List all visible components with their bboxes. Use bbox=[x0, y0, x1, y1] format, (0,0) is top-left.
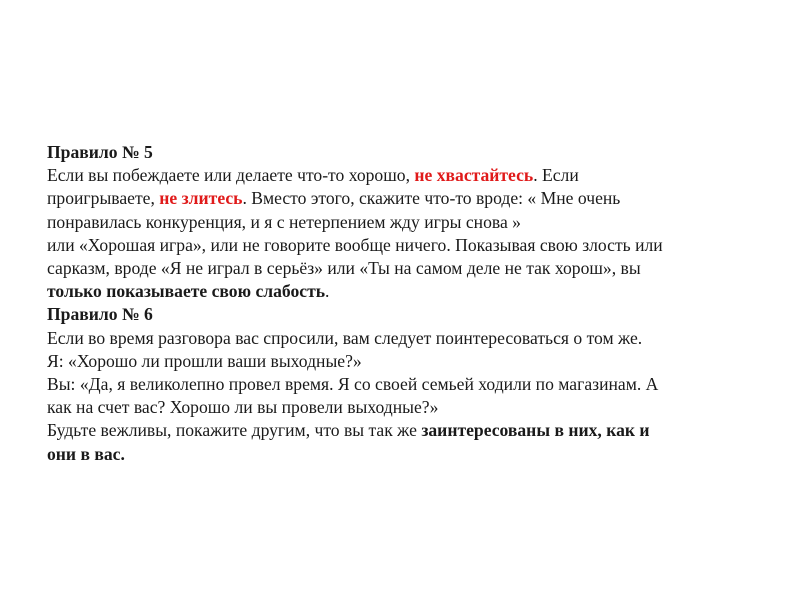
rule-5-line-2 bbox=[47, 187, 767, 210]
rule-5-line-3: понравилась конкуренция, и я с нетерпением жду игры снова » bbox=[47, 211, 521, 232]
rule-6-line-5 bbox=[47, 419, 767, 442]
rule-6-line-1: Если во время разговора вас спросили, вам следует поинтересоваться о том же. bbox=[47, 327, 643, 348]
slide-text-block bbox=[47, 141, 767, 466]
text-span: проигрываете, bbox=[47, 188, 160, 209]
rule-6-line-6: они в вас. bbox=[47, 443, 125, 464]
rule-5-line-1 bbox=[47, 164, 767, 187]
rule-6-line-2: Я: «Хорошо ли прошли ваши выходные?» bbox=[47, 350, 362, 371]
rule-5-line-6 bbox=[47, 280, 767, 303]
text-span: . Если bbox=[533, 165, 579, 186]
rule-6-heading: Правило № 6 bbox=[47, 304, 153, 325]
highlight-dont-brag: не хвастайтесь bbox=[414, 165, 534, 186]
rule-6-line-3: Вы: «Да, я великолепно провел время. Я со своей семьей ходили по магазинам. А bbox=[47, 374, 659, 395]
rule-5-line-5: сарказм, вроде «Я не играл в серьёз» или «Ты на самом деле не так хорош», вы bbox=[47, 258, 641, 279]
emphasis-weakness: только показываете свою слабость bbox=[47, 281, 326, 302]
text-span: . Вместо этого, скажите что-то вроде: « Мне очень bbox=[242, 188, 621, 209]
text-span: Если вы побеждаете или делаете что-то хорошо, bbox=[47, 165, 415, 186]
rule-6-line-4: как на счет вас? Хорошо ли вы провели выходные?» bbox=[47, 397, 439, 418]
text-span: Будьте вежливы, покажите другим, что вы так же bbox=[47, 420, 422, 441]
highlight-dont-be-angry: не злитесь bbox=[159, 188, 243, 209]
text-span: . bbox=[325, 281, 330, 302]
emphasis-interested: заинтересованы в них, как и bbox=[421, 420, 650, 441]
rule-5-heading: Правило № 5 bbox=[47, 142, 153, 162]
rule-5-line-4: или «Хорошая игра», или не говорите вообще ничего. Показывая свою злость или bbox=[47, 234, 663, 255]
